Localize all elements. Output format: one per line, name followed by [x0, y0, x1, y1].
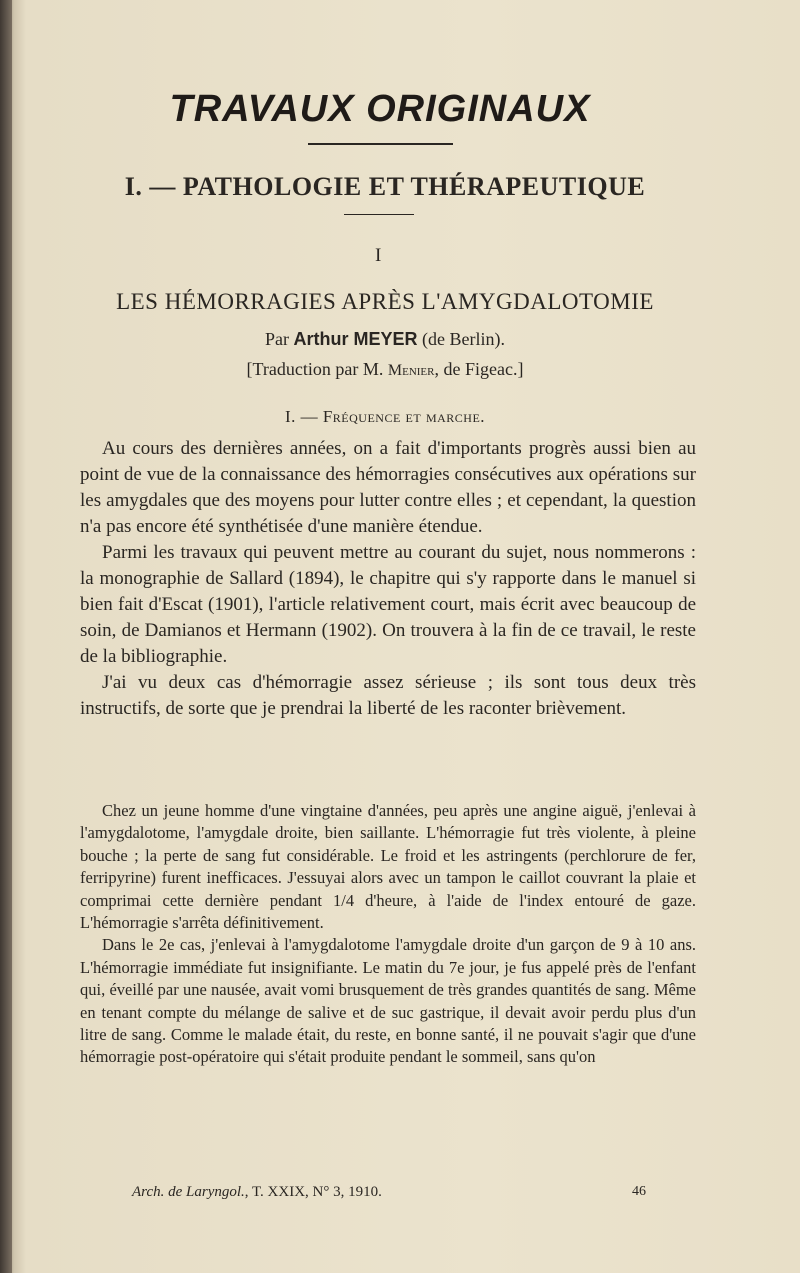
article-title: LES HÉMORRAGIES APRÈS L'AMYGDALOTOMIE [116, 289, 654, 314]
paragraph: Dans le 2e cas, j'enlevai à l'amygdalotome l'amygdale droite d'un garçon de 9 à 10 ans. L'hémorragie immédiate fut insignifiante. Le matin du 7e jour, je fus appelé près de l'enfant qui, éveillé par une nausée, avait vomi brusquement de très grandes quantités de sang. Même en tenant compte du mélange de salive et de suc gastrique, il devait avoir perdu plus d'un litre de sang. Comme le malade était, du reste, en bonne santé, il ne pouvait s'agir que d'une hémorragie post-opératoire qui s'était produite pendant le sommeil, sans qu'on [80, 935, 696, 1067]
journal-name: Arch. de Laryngol. [132, 1184, 245, 1200]
translation-prefix: [Traduction par M. [246, 359, 388, 379]
journal-citation [132, 1184, 382, 1201]
journal-section-heading: TRAVAUX ORIGINAUX [169, 88, 591, 130]
byline [0, 329, 770, 350]
body-text-large [80, 436, 696, 722]
subsection-heading: I. — Fréquence et marche. [284, 407, 486, 426]
paragraph: Au cours des dernières années, on a fait d'importants progrès aussi bien au point de vue de la connaissance des hémorragies consécutives aux opérations sur les amygdales que des moyens pour lutter contre elles ; et cependant, la question n'a pas encore été synthétisée d'une manière étendue. [80, 438, 696, 537]
heading-rule [308, 143, 453, 145]
translation-credit [0, 359, 770, 380]
paragraph: Parmi les travaux qui peuvent mettre au courant du sujet, nous nommerons : la monographie de Sallard (1894), le chapitre qui s'y rapporte dans le manuel si bien fait d'Escat (1901), l'article relativement court, mais écrit avec beaucoup de soin, de Damianos et Hermann (1902). On trouvera à la fin de ce travail, le reste de la bibliographie. [80, 542, 696, 667]
section-title: I. — PATHOLOGIE ET THÉRAPEUTIQUE [124, 172, 646, 201]
paragraph: Chez un jeune homme d'une vingtaine d'années, peu après une angine aiguë, j'enlevai à l'amygdalotome, l'amygdale droite, bien saillante. L'hémorragie fut très violente, à pleine bouche ; la perte de sang fut considérable. Le froid et les astringents (perchlorure de fer, ferripyrine) furent inefficaces. J'essuyai alors avec un tampon le caillot couvrant la plaie et comprimai cette dernière pendant 1/4 d'heure, à l'aide de l'index entouré de gaze. L'hémorragie s'arrêta définitivement. [80, 801, 696, 933]
translator-name: Menier [387, 362, 435, 379]
body-text-small [80, 800, 696, 1069]
page-number: 46 [632, 1184, 646, 1199]
article-number: I [375, 245, 382, 266]
journal-volume: , T. XXIX, N° 3, 1910. [244, 1184, 382, 1200]
byline-suffix: (de Berlin). [417, 329, 505, 349]
translation-suffix: , de Figeac.] [434, 359, 524, 379]
paragraph: J'ai vu deux cas d'hémorragie assez sérieuse ; ils sont tous deux très instructifs, de sorte que je prendrai la liberté de les raconter brièvement. [80, 672, 696, 719]
byline-prefix: Par [265, 329, 294, 349]
author-name: Arthur MEYER [293, 329, 418, 349]
section-rule [344, 214, 414, 215]
